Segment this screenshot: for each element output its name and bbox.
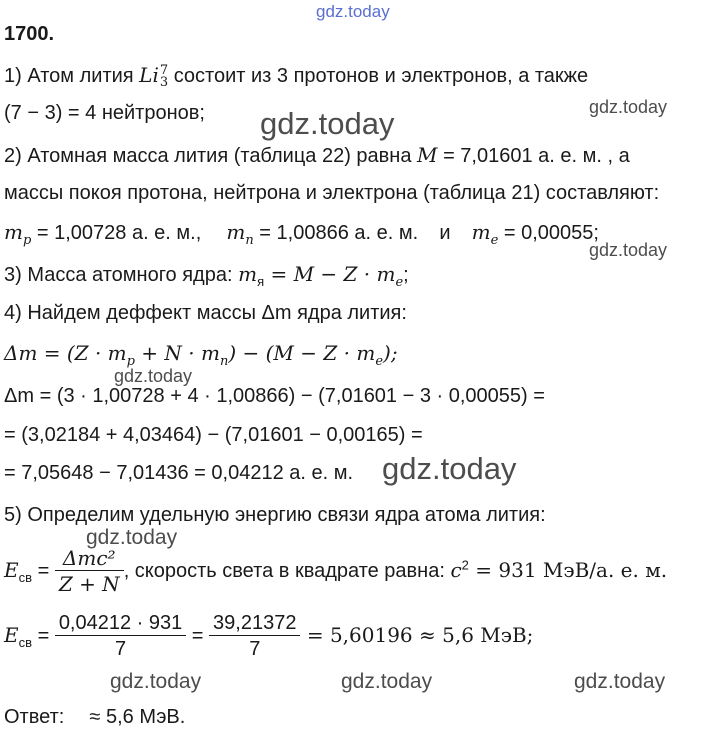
line-2: (7 − 3) = 4 нейтронов; [4, 102, 205, 124]
line-9: Δm = (3 · 1,00728 + 4 · 1,00866) − (7,01601 − 3 · 0,00055) = [4, 385, 545, 407]
watermark: gdz.today [110, 670, 202, 693]
watermark-top: gdz.today [316, 2, 390, 21]
watermark: gdz.today [589, 240, 668, 260]
watermark: gdz.today [114, 366, 193, 386]
line-7: 4) Найдем деффект массы Δm ядра лития: [4, 302, 407, 324]
watermark: gdz.today [382, 451, 517, 486]
answer-value: ≈ 5,6 МэВ. [89, 706, 186, 728]
watermark: gdz.today [341, 670, 433, 693]
equation-energy-calc: $E_{св}$ = $\frac{0,04212 \cdot 931}{7}$ = $\frac{39,21372}{7}$ = 5,60196 ≈ 5,6 МэВ; [4, 612, 534, 661]
watermark: gdz.today [589, 97, 668, 117]
watermark: gdz.today [86, 526, 178, 549]
problem-number: 1700. [4, 23, 55, 45]
line-8: $\Delta m = (Z \cdot m_p + N \cdot m_n) - (M - Z \cdot m_e)$; [4, 341, 398, 369]
line-10: = (3,02184 + 4,03464) − (7,01601 − 0,00165) = [4, 424, 423, 446]
line-3: 2) Атомная масса лития (таблица 22) равна M = 7,01601 а. е. м. , а [4, 143, 630, 167]
line-4: массы покоя протона, нейтрона и электрона (таблица 21) составляют: [4, 182, 660, 204]
line-6: 3) Масса атомного ядра: $m_я = M - Z \cdot m_e$; [4, 262, 409, 290]
answer [4, 705, 185, 729]
line-12: 5) Определим удельную энергию связи ядра атома лития: [4, 504, 546, 526]
watermark: gdz.today [574, 670, 666, 693]
line-11: = 7,05648 − 7,01436 = 0,04212 а. е. м. [4, 462, 354, 484]
line-5: $m_p = 1,00728$ а. е. м., $m_n = 1,00866$ а. е. м. и $m_e = 0,00055$; [4, 220, 599, 248]
equation-energy-formula: $E_{св}$ = $\frac{\text{Δmc²}}{Z + N}$ , скорость света в квадрате равна: $c^2 = 931$ МэВ/а. е. м. [4, 546, 668, 597]
watermark: gdz.today [260, 106, 395, 141]
line-1: 1) Атом лития Li 7 3 состоит из 3 протонов и электронов, а также [4, 62, 589, 90]
answer-label: Ответ: [4, 706, 65, 728]
